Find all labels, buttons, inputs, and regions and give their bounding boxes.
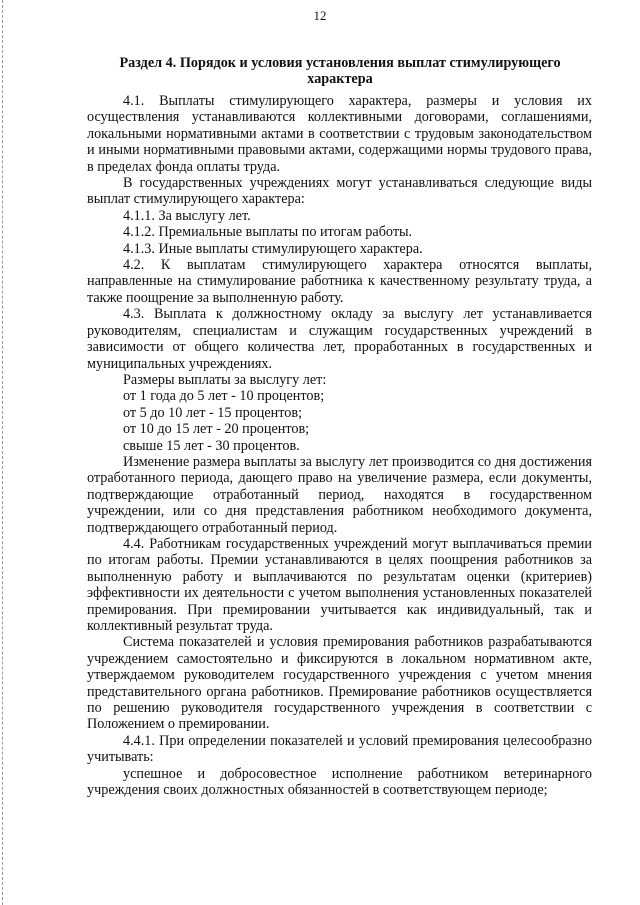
page-number: 12 — [313, 8, 327, 23]
paragraph-4-2: 4.2. К выплатам стимулирующего характера относятся выплаты, направленные на стимулирование работника к качественному результату труда, а также поощрение за выполненную работу. — [87, 257, 592, 306]
paragraph-4-4-1: 4.4.1. При определении показателей и условий премирования целесообразно учитывать: — [87, 732, 592, 766]
list-item-seniority-3: от 10 до 15 лет - 20 процентов; — [123, 421, 310, 438]
document-body — [87, 93, 592, 798]
paragraph-criteria-1: успешное и добросовестное исполнение работником ветеринарного учреждения своих должностных обязанностей в соответствующем периоде; — [87, 765, 592, 799]
section-heading-line-2: характера — [307, 71, 373, 87]
paragraph-4-4: 4.4. Работникам государственных учреждений могут выплачиваться премии по итогам работы. Премии устанавливаются в целях поощрения работников за выполненную работу и выплачиваются по результатам оценки (критериев) эффективности их деятельности с учетом выполнения установленных показателей премирования. При премировании учитывается как индивидуальный, так и коллективный результат труда. — [87, 535, 592, 634]
paragraph-bonus-system: Система показателей и условия премирования работников разрабатываются учреждением самостоятельно и фиксируются в локальном нормативном акте, утверждаемом руководителем государственного учреждения с учетом мнения представительного органа работников. Премирование работников осуществляется по решению руководителя государственного учреждения в соответствии с Положением о премировании. — [87, 634, 592, 733]
paragraph-4-1: 4.1. Выплаты стимулирующего характера, размеры и условия их осуществления устанавливаются коллективными договорами, соглашениями, локальными нормативными актами в соответствии с трудовым законодательством и иными нормативными правовыми актами, содержащими нормы трудового права, в пределах фонда оплаты труда. — [87, 93, 592, 175]
scan-edge — [2, 0, 5, 905]
paragraph-4-1-3: 4.1.3. Иные выплаты стимулирующего характера. — [123, 240, 423, 257]
paragraph-seniority-sizes: Размеры выплаты за выслугу лет: — [123, 371, 327, 388]
paragraph-4-3: 4.3. Выплата к должностному окладу за выслугу лет устанавливается руководителям, специалистам и служащим государственных учреждений в зависимости от общего количества лет, проработанных в государственных и муниципальных учреждениях. — [87, 306, 592, 372]
section-heading — [90, 55, 590, 87]
paragraph-4-1-2: 4.1.2. Премиальные выплаты по итогам работы. — [123, 224, 413, 241]
section-heading-line-1: Раздел 4. Порядок и условия установления выплат стимулирующего — [119, 55, 561, 71]
list-item-seniority-2: от 5 до 10 лет - 15 процентов; — [123, 404, 303, 421]
list-item-seniority-1: от 1 года до 5 лет - 10 процентов; — [123, 388, 325, 405]
list-item-seniority-4: свыше 15 лет - 30 процентов. — [123, 437, 300, 454]
paragraph-size-change: Изменение размера выплаты за выслугу лет производится со дня достижения отработанного периода, дающего право на увеличение размера, если документы, подтверждающие отработанный период, находятся в государственном учреждении, или со дня представления работником необходимого документа, подтверждающего отработанный период. — [87, 453, 592, 536]
paragraph-4-1-1: 4.1.1. За выслугу лет. — [123, 207, 251, 224]
paragraph-types-intro: В государственных учреждениях могут устанавливаться следующие виды выплат стимулирующего характера: — [87, 175, 592, 208]
